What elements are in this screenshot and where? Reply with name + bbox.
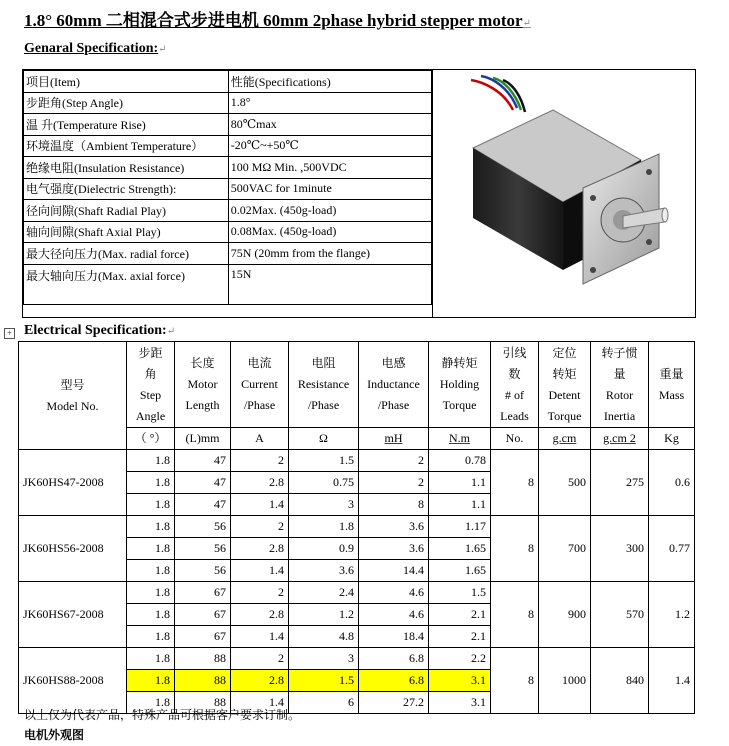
header-line: Leads	[500, 408, 529, 423]
general-spec-row	[24, 200, 432, 222]
header-line: Mass	[658, 387, 685, 402]
column-header-mass	[649, 342, 695, 428]
header-line: Motor	[187, 377, 218, 391]
column-header-step-angle	[127, 342, 175, 428]
value-cell: 2.8	[231, 538, 289, 560]
value-cell: 1.8	[127, 538, 175, 560]
header-line: Holding	[439, 377, 480, 391]
value-cell: 1.5	[289, 670, 359, 692]
general-spec-row	[24, 221, 432, 243]
header-line: Model No.	[46, 398, 99, 413]
header-line: # of	[505, 387, 524, 402]
mass-cell: 1.2	[649, 582, 695, 648]
value-cell: 0.78	[429, 450, 491, 472]
value-cell: 1.8	[127, 450, 175, 472]
unit-cell: (L)mm	[175, 428, 231, 450]
header-line: 角	[144, 366, 157, 381]
value-cell: 2	[231, 516, 289, 538]
spec-item-cell: 最大径向压力(Max. radial force)	[24, 243, 229, 265]
electrical-spec-table	[18, 341, 695, 714]
value-cell: 6.8	[359, 670, 429, 692]
leads-cell: 8	[491, 516, 539, 582]
general-spec-table	[22, 69, 696, 318]
spec-value-cell: 500VAC for 1minute	[228, 178, 431, 200]
value-cell: 6.8	[359, 648, 429, 670]
value-cell: 2.1	[429, 626, 491, 648]
spec-item-cell: 电气强度(Dielectric Strength):	[24, 178, 229, 200]
value-cell: 2.8	[231, 670, 289, 692]
leads-cell: 8	[491, 582, 539, 648]
column-header-length	[175, 342, 231, 428]
value-cell: 1.65	[429, 560, 491, 582]
value-cell: 3.6	[359, 516, 429, 538]
value-cell: 1.8	[127, 626, 175, 648]
header-line: /Phase	[243, 398, 276, 412]
value-cell: 88	[175, 670, 231, 692]
column-header-detent-torque	[539, 342, 591, 428]
header-line: 数	[508, 366, 521, 381]
value-cell: 3	[289, 494, 359, 516]
value-cell: 4.6	[359, 582, 429, 604]
spec-item-cell: 环境温度（Ambient Temperature）	[24, 135, 229, 157]
column-header-model	[19, 342, 127, 450]
header-line: Step	[139, 387, 162, 402]
motor-image	[432, 70, 696, 317]
general-spec-row	[24, 264, 432, 304]
spec-item-cell: 绝缘电阻(Insulation Resistance)	[24, 157, 229, 179]
spec-value-cell: 性能(Specifications)	[228, 71, 431, 93]
spec-value-cell: 15N	[228, 264, 431, 304]
value-cell: 1.17	[429, 516, 491, 538]
value-cell: 2.4	[289, 582, 359, 604]
spec-value-cell: 0.08Max. (450g-load)	[228, 221, 431, 243]
spec-item-cell: 项目(Item)	[24, 71, 229, 93]
value-cell: 2	[231, 648, 289, 670]
value-cell: 2	[359, 450, 429, 472]
header-line: /Phase	[307, 398, 340, 412]
value-cell: 47	[175, 494, 231, 516]
spec-item-cell: 步距角(Step Angle)	[24, 92, 229, 114]
value-cell: 2.2	[429, 648, 491, 670]
header-line: 转子惯	[601, 345, 638, 360]
header-line: 重量	[659, 366, 684, 381]
value-cell: 1.8	[289, 516, 359, 538]
value-cell: 67	[175, 626, 231, 648]
column-header-resistance	[289, 342, 359, 428]
general-spec-row	[24, 92, 432, 114]
leads-cell: 8	[491, 450, 539, 516]
general-spec-row	[24, 135, 432, 157]
unit-cell: （ °）	[127, 428, 175, 450]
leads-cell: 8	[491, 648, 539, 714]
footnote: 以上仅为代表产品，特殊产品可根据客户要求订制。	[24, 708, 301, 722]
header-line: 电流	[247, 356, 272, 370]
header-line: 电感	[381, 356, 406, 370]
value-cell: 3	[289, 648, 359, 670]
header-line: Torque	[442, 398, 477, 412]
value-cell: 0.9	[289, 538, 359, 560]
value-cell: 4.8	[289, 626, 359, 648]
header-line: Resistance	[297, 377, 350, 391]
value-cell: 47	[175, 450, 231, 472]
value-cell: 67	[175, 604, 231, 626]
detent-cell: 700	[539, 516, 591, 582]
header-line: 电阻	[311, 356, 336, 370]
unit-cell: No.	[491, 428, 539, 450]
value-cell: 1.8	[127, 670, 175, 692]
value-cell: 1.5	[289, 450, 359, 472]
spec-value-cell: 1.8°	[228, 92, 431, 114]
value-cell: 2.8	[231, 604, 289, 626]
unit-cell: mH	[359, 428, 429, 450]
model-number-cell: JK60HS47-2008	[19, 450, 127, 516]
spec-value-cell: 80℃max	[228, 114, 431, 136]
header-line: 步距	[138, 345, 163, 360]
value-cell: 6	[289, 692, 359, 714]
header-line: Inductance	[367, 377, 420, 391]
electrical-spec-label: Electrical Specification:↵	[24, 323, 176, 338]
value-cell: 1.4	[231, 692, 289, 714]
value-cell: 47	[175, 472, 231, 494]
general-spec-row	[24, 178, 432, 200]
value-cell: 1.65	[429, 538, 491, 560]
mass-cell: 0.6	[649, 450, 695, 516]
general-spec-row	[24, 114, 432, 136]
value-cell: 3.1	[429, 670, 491, 692]
column-header-current	[231, 342, 289, 428]
page-title: 1.8° 60mm 二相混合式步进电机 60mm 2phase hybrid stepper motor↵	[24, 11, 531, 30]
value-cell: 2.1	[429, 604, 491, 626]
header-line: Detent	[548, 387, 581, 402]
general-spec-row	[24, 71, 432, 93]
detent-cell: 500	[539, 450, 591, 516]
column-header-leads	[491, 342, 539, 428]
spec-value-cell: -20℃~+50℃	[228, 135, 431, 157]
column-header-holding-torque	[429, 342, 491, 428]
header-line: Length	[185, 398, 220, 412]
value-cell: 14.4	[359, 560, 429, 582]
value-cell: 1.1	[429, 494, 491, 516]
value-cell: 67	[175, 582, 231, 604]
inertia-cell: 275	[591, 450, 649, 516]
model-number-cell: JK60HS67-2008	[19, 582, 127, 648]
value-cell: 2	[359, 472, 429, 494]
general-spec-label: Genaral Specification:↵	[24, 41, 167, 56]
inertia-cell: 570	[591, 582, 649, 648]
value-cell: 1.8	[127, 494, 175, 516]
table-row	[19, 516, 695, 538]
value-cell: 1.4	[231, 626, 289, 648]
value-cell: 18.4	[359, 626, 429, 648]
table-row	[19, 582, 695, 604]
general-spec-row	[24, 157, 432, 179]
value-cell: 3.6	[359, 538, 429, 560]
value-cell: 1.8	[127, 604, 175, 626]
header-line: Torque	[547, 408, 582, 423]
unit-cell: A	[231, 428, 289, 450]
header-line: 量	[613, 366, 626, 381]
spec-value-cell: 100 MΩ Min. ,500VDC	[228, 157, 431, 179]
value-cell: 1.8	[127, 516, 175, 538]
header-line: 转矩	[552, 366, 577, 381]
model-number-cell: JK60HS56-2008	[19, 516, 127, 582]
inertia-cell: 300	[591, 516, 649, 582]
value-cell: 1.8	[127, 472, 175, 494]
value-cell: 56	[175, 560, 231, 582]
value-cell: 4.6	[359, 604, 429, 626]
column-header-inductance	[359, 342, 429, 428]
header-line: 长度	[190, 356, 215, 370]
general-spec-row	[24, 243, 432, 265]
spec-value-cell: 0.02Max. (450g-load)	[228, 200, 431, 222]
value-cell: 1.8	[127, 692, 175, 714]
value-cell: 1.1	[429, 472, 491, 494]
table-row	[19, 648, 695, 670]
general-spec-grid	[23, 70, 432, 305]
header-line: 引线	[502, 345, 527, 360]
value-cell: 1.8	[127, 648, 175, 670]
spec-item-cell: 温 升(Temperature Rise)	[24, 114, 229, 136]
value-cell: 1.8	[127, 560, 175, 582]
value-cell: 0.75	[289, 472, 359, 494]
value-cell: 1.4	[231, 494, 289, 516]
header-line: Inertia	[603, 408, 636, 423]
mass-cell: 0.77	[649, 516, 695, 582]
spec-item-cell: 径向间隙(Shaft Radial Play)	[24, 200, 229, 222]
value-cell: 27.2	[359, 692, 429, 714]
value-cell: 1.2	[289, 604, 359, 626]
model-number-cell: JK60HS88-2008	[19, 648, 127, 714]
value-cell: 1.4	[231, 560, 289, 582]
value-cell: 2.8	[231, 472, 289, 494]
unit-cell: g.cm 2	[591, 428, 649, 450]
header-line: /Phase	[377, 398, 410, 412]
value-cell: 2	[231, 582, 289, 604]
unit-cell: Ω	[289, 428, 359, 450]
detent-cell: 900	[539, 582, 591, 648]
value-cell: 3.1	[429, 692, 491, 714]
value-cell: 56	[175, 538, 231, 560]
header-line: Angle	[135, 408, 166, 423]
value-cell: 88	[175, 692, 231, 714]
unit-cell: N.m	[429, 428, 491, 450]
value-cell: 88	[175, 648, 231, 670]
header-line: Rotor	[605, 387, 634, 402]
value-cell: 56	[175, 516, 231, 538]
column-header-rotor-inertia	[591, 342, 649, 428]
spec-item-cell: 轴向间隙(Shaft Axial Play)	[24, 221, 229, 243]
inertia-cell: 840	[591, 648, 649, 714]
table-move-handle[interactable]: +	[4, 328, 15, 339]
value-cell: 1.5	[429, 582, 491, 604]
mass-cell: 1.4	[649, 648, 695, 714]
value-cell: 8	[359, 494, 429, 516]
value-cell: 2	[231, 450, 289, 472]
header-line: 定位	[552, 345, 577, 360]
value-cell: 3.6	[289, 560, 359, 582]
header-line: 型号	[60, 377, 85, 392]
header-line: Current	[241, 377, 278, 391]
spec-item-cell: 最大轴向压力(Max. axial force)	[24, 264, 229, 304]
detent-cell: 1000	[539, 648, 591, 714]
unit-cell: g.cm	[539, 428, 591, 450]
header-line: 静转矩	[441, 356, 478, 370]
spec-value-cell: 75N (20mm from the flange)	[228, 243, 431, 265]
appearance-heading: 电机外观图	[24, 728, 85, 742]
table-row	[19, 450, 695, 472]
header-row	[19, 342, 695, 428]
value-cell: 1.8	[127, 582, 175, 604]
unit-cell: Kg	[649, 428, 695, 450]
